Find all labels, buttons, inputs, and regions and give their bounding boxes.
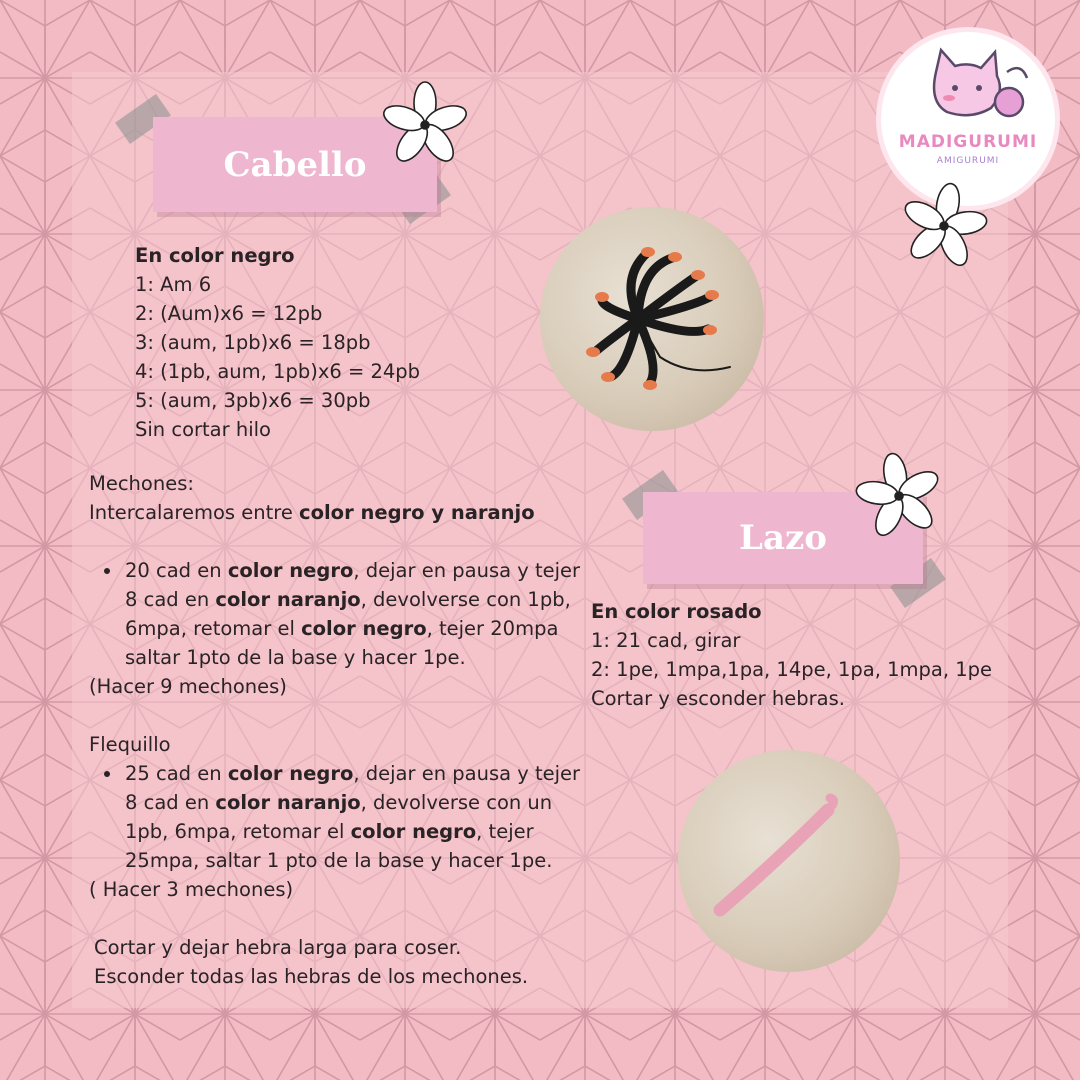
lazo-round: Cortar y esconder hebras. bbox=[591, 687, 845, 710]
bullet-icon bbox=[104, 568, 110, 574]
logo-subtitle: AMIGURUMI bbox=[936, 156, 1000, 166]
lazo-rounds-block bbox=[591, 597, 992, 713]
cabello-title: Cabello bbox=[223, 144, 367, 185]
flequillo-list-item: 25 cad en color negro, dejar en pausa y tejer 8 cad en color naranjo, devolverse con un 1pb, 6mpa, retomar el color negro, tejer 25mpa, saltar 1 pto de la base y hacer 1pe. bbox=[89, 759, 580, 875]
flequillo-label: Flequillo bbox=[89, 733, 171, 756]
cat-logo-icon bbox=[881, 32, 1055, 132]
flequillo-count: ( Hacer 3 mechones) bbox=[89, 878, 294, 901]
cabello-round: 5: (aum, 3pb)x6 = 30pb bbox=[135, 389, 371, 412]
mechones-list-item: 20 cad en color negro, dejar en pausa y tejer 8 cad en color naranjo, devolverse con 1pb, 6mpa, retomar el color negro, tejer 20mpa saltar 1pto de la base y hacer 1pe. bbox=[89, 556, 580, 672]
cabello-round: 2: (Aum)x6 = 12pb bbox=[135, 302, 323, 325]
cabello-round: 3: (aum, 1pb)x6 = 18pb bbox=[135, 331, 371, 354]
bullet-icon bbox=[104, 771, 110, 777]
closing-line: Cortar y dejar hebra larga para coser. bbox=[94, 936, 462, 959]
alternate-bold: color negro y naranjo bbox=[299, 501, 535, 524]
lazo-title: Lazo bbox=[739, 518, 827, 558]
cabello-round: 4: (1pb, aum, 1pb)x6 = 24pb bbox=[135, 360, 421, 383]
mechones-block bbox=[89, 469, 580, 991]
lazo-round: 1: 21 cad, girar bbox=[591, 629, 741, 652]
cabello-photo bbox=[540, 207, 764, 431]
cabello-round: Sin cortar hilo bbox=[135, 418, 271, 441]
lazo-round: 2: 1pe, 1mpa,1pa, 14pe, 1pa, 1mpa, 1pe bbox=[591, 658, 993, 681]
logo-name: MADIGURUMI bbox=[898, 132, 1038, 152]
lazo-photo bbox=[678, 750, 900, 972]
cabello-round: 1: Am 6 bbox=[135, 273, 212, 296]
flower-icon bbox=[898, 180, 990, 272]
closing-line: Esconder todas las hebras de los mechones. bbox=[94, 965, 529, 988]
cabello-color-heading: En color negro bbox=[135, 244, 295, 267]
mechones-count: (Hacer 9 mechones) bbox=[89, 675, 287, 698]
mechones-label: Mechones: bbox=[89, 472, 194, 495]
alternate-text: Intercalaremos entre bbox=[89, 501, 300, 524]
flower-icon bbox=[853, 450, 945, 542]
crochet-bow-image bbox=[678, 750, 900, 972]
lazo-color-heading: En color rosado bbox=[591, 600, 762, 623]
cabello-rounds-block bbox=[135, 241, 420, 444]
flower-icon bbox=[380, 80, 470, 170]
crochet-hair-image bbox=[540, 207, 764, 431]
